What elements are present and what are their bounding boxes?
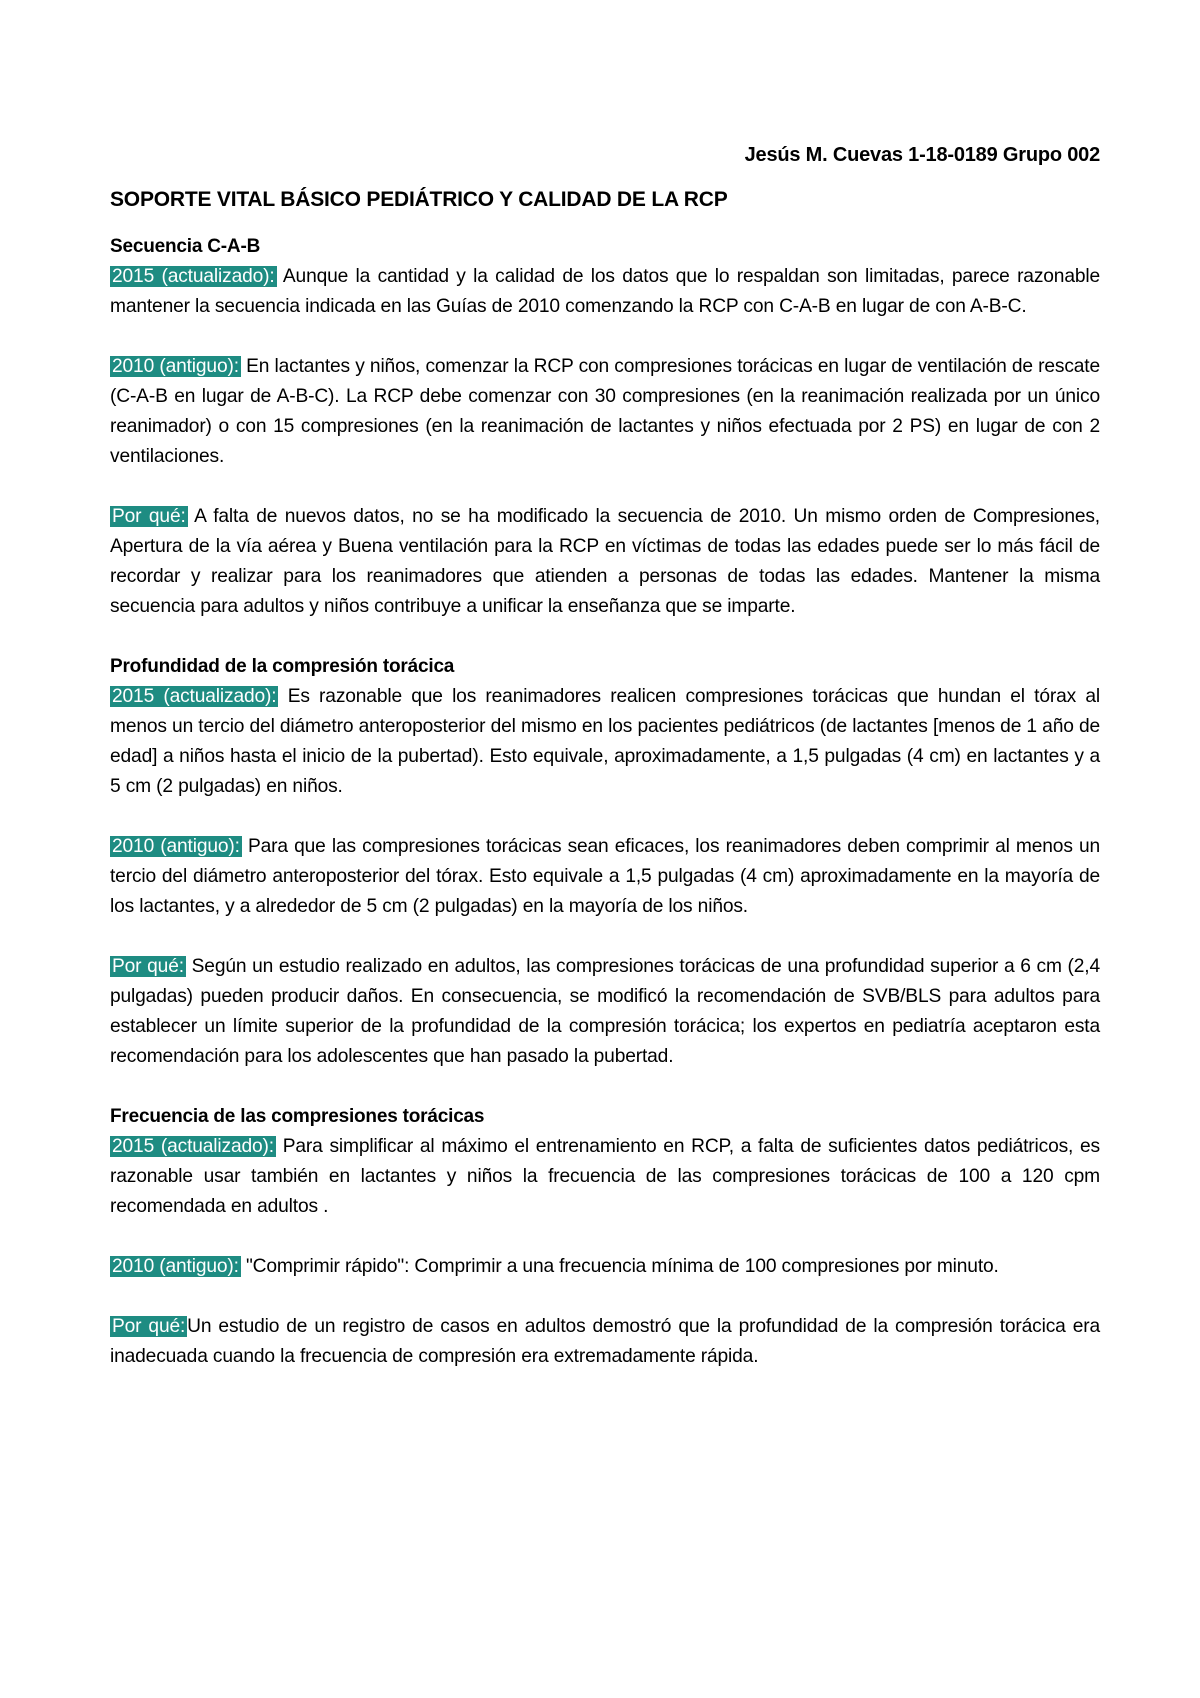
- section-heading: Secuencia C-A-B: [110, 236, 261, 257]
- paragraph-por-que: [110, 952, 1100, 1072]
- author-line: Jesús M. Cuevas 1-18-0189 Grupo 002: [744, 144, 1100, 166]
- section-frecuencia: [110, 1102, 1100, 1372]
- paragraph-por-que: [110, 1312, 1100, 1372]
- paragraph-2010: [110, 832, 1100, 922]
- paragraph-2010: [110, 1252, 1100, 1282]
- tag-2015: 2015 (actualizado):: [112, 1136, 274, 1157]
- tag-2015: 2015 (actualizado):: [112, 266, 275, 287]
- section-heading: Profundidad de la compresión torácica: [110, 656, 455, 677]
- paragraph-text: Según un estudio realizado en adultos, las compresiones torácicas de una profundidad superior a 6 cm (2,4 pulgadas) pueden producir daños. En consecuencia, se modificó la recomendación de SVB/BLS para adultos para establecer un límite superior de la profundidad de la compresión torácica; los expertos en pediatría aceptaron esta recomendación para los adolescentes que han pasado la pubertad.: [110, 956, 1100, 1067]
- section-secuencia: [110, 232, 1100, 622]
- tag-por-que: Por qué:: [112, 1316, 186, 1337]
- tag-2015: 2015 (actualizado):: [112, 686, 277, 707]
- paragraph-text: Para que las compresiones torácicas sean eficaces, los reanimadores deben comprimir al menos un tercio del diámetro anteroposterior del tórax. Esto equivale a 1,5 pulgadas (4 cm) aproximadamente en la mayoría de los lactantes, y a alrededor de 5 cm (2 pulgadas) en la mayoría de los niños.: [110, 836, 1100, 917]
- tag-2010: 2010 (antiguo):: [112, 1256, 239, 1277]
- document-page: [110, 140, 1100, 1386]
- paragraph-text: Para simplificar al máximo el entrenamiento en RCP, a falta de suficientes datos pediátricos, es razonable usar también en lactantes y niños la frecuencia de las compresiones torácicas de 100 a 120 cpm recomendada en adultos .: [110, 1136, 1100, 1217]
- paragraph-2015: [110, 262, 1100, 322]
- paragraph-text: Aunque la cantidad y la calidad de los datos que lo respaldan son limitadas, parece razonable mantener la secuencia indicada en las Guías de 2010 comenzando la RCP con C-A-B en lugar de con A-B-C.: [110, 266, 1100, 317]
- page-title: SOPORTE VITAL BÁSICO PEDIÁTRICO Y CALIDAD DE LA RCP: [110, 188, 728, 211]
- paragraph-2015: [110, 1132, 1100, 1222]
- paragraph-text: "Comprimir rápido": Comprimir a una frecuencia mínima de 100 compresiones por minuto.: [240, 1256, 999, 1277]
- paragraph-2010: [110, 352, 1100, 472]
- paragraph-2015: [110, 682, 1100, 802]
- paragraph-text: En lactantes y niños, comenzar la RCP con compresiones torácicas en lugar de ventilación de rescate (C-A-B en lugar de A-B-C). La RCP debe comenzar con 30 compresiones (en la reanimación realizada por un único reanimador) o con 15 compresiones (en la reanimación de lactantes y niños efectuada por 2 PS) en lugar de con 2 ventilaciones.: [110, 356, 1100, 467]
- section-profundidad: [110, 652, 1100, 1072]
- paragraph-text: A falta de nuevos datos, no se ha modificado la secuencia de 2010. Un mismo orden de Compresiones, Apertura de la vía aérea y Buena ventilación para la RCP en víctimas de todas las edades puede ser lo más fácil de recordar y realizar para los reanimadores que atienden a personas de todas las edades. Mantener la misma secuencia para adultos y niños contribuye a unificar la enseñanza que se imparte.: [110, 506, 1100, 617]
- paragraph-text: Es razonable que los reanimadores realicen compresiones torácicas que hundan el tórax al menos un tercio del diámetro anteroposterior del mismo en los pacientes pediátricos (de lactantes [menos de 1 año de edad] a niños hasta el inicio de la pubertad). Esto equivale, aproximadamente, a 1,5 pulgadas (4 cm) en lactantes y a 5 cm (2 pulgadas) en niños.: [110, 686, 1100, 797]
- tag-2010: 2010 (antiguo):: [112, 836, 240, 857]
- tag-2010: 2010 (antiguo):: [112, 356, 239, 377]
- tag-por-que: Por qué:: [112, 956, 184, 977]
- paragraph-por-que: [110, 502, 1100, 622]
- section-heading: Frecuencia de las compresiones torácicas: [110, 1106, 485, 1127]
- paragraph-text: Un estudio de un registro de casos en adultos demostró que la profundidad de la compresión torácica era inadecuada cuando la frecuencia de compresión era extremadamente rápida.: [110, 1316, 1100, 1367]
- tag-por-que: Por qué:: [112, 506, 186, 527]
